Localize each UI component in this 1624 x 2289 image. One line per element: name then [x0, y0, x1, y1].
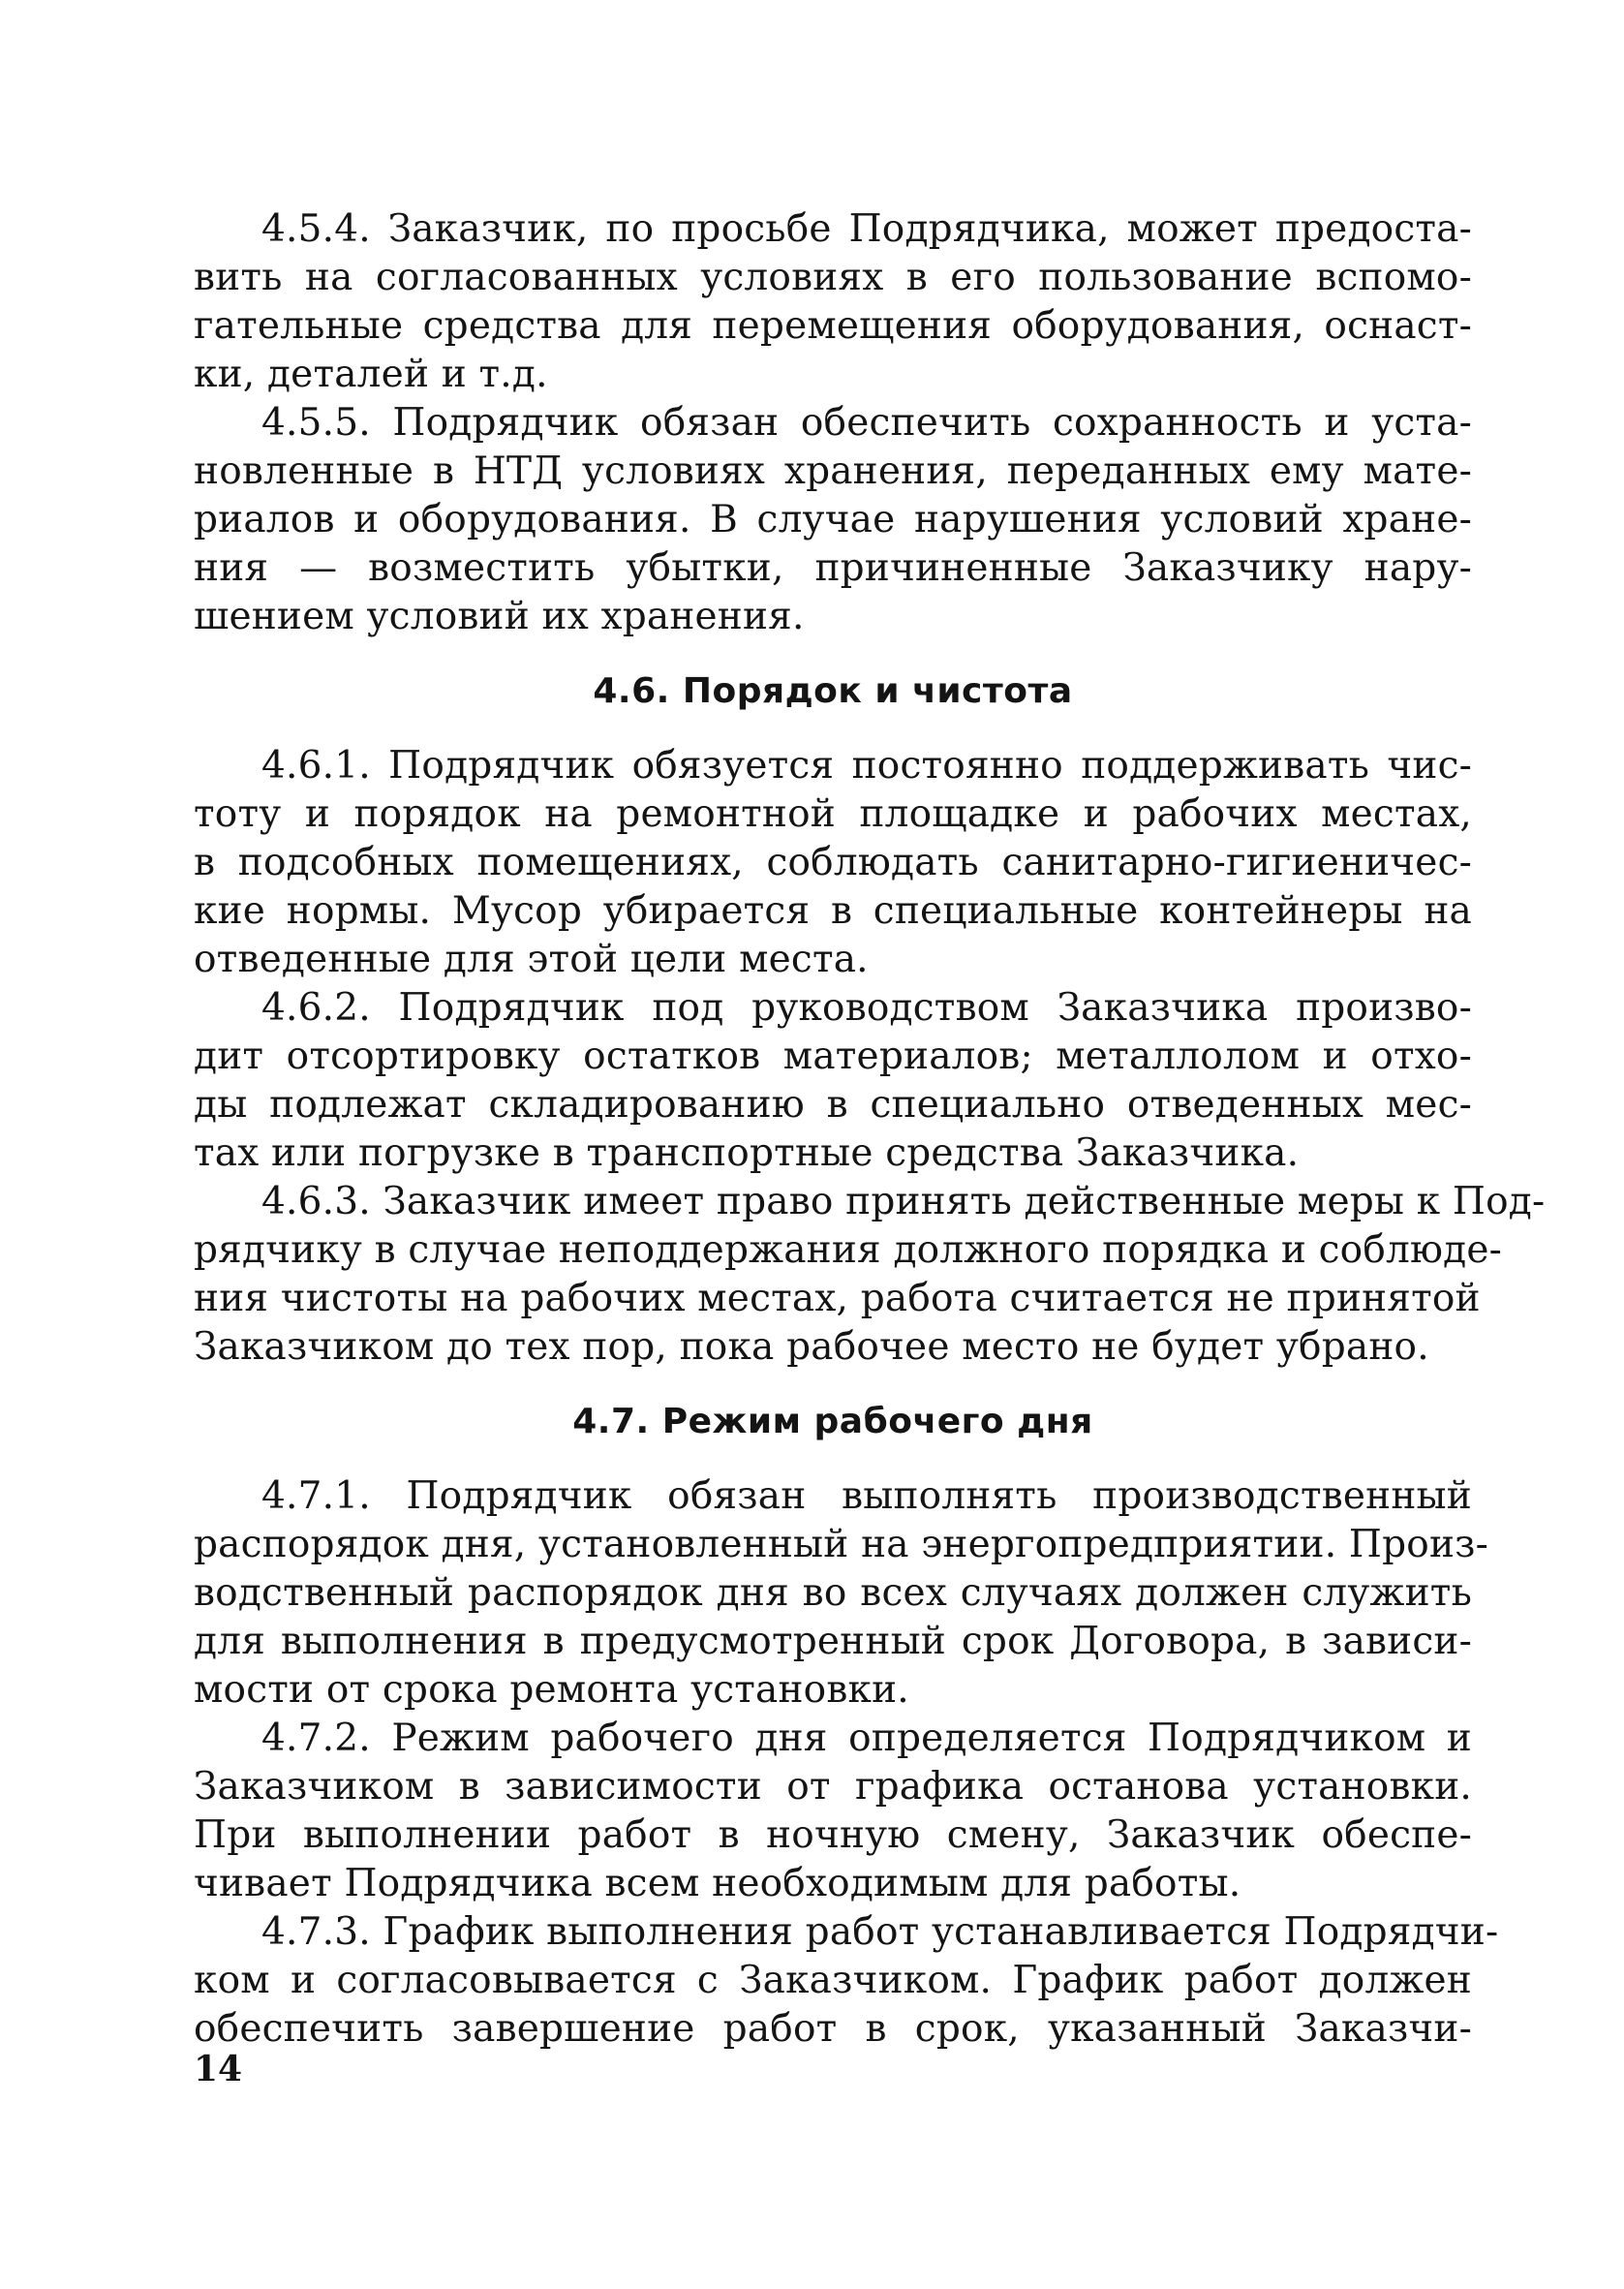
paragraph [194, 984, 1472, 1178]
text-line: Заказчиком в зависимости от графика останова установки. [194, 1765, 1472, 1809]
section-heading: 4.7. Режим рабочего дня [572, 1402, 1093, 1441]
text-line: водственный распорядок дня во всех случаях должен служить [194, 1571, 1472, 1615]
text-line: 4.6.3. Заказчик имеет право принять действенные меры к Под- [261, 1180, 1546, 1223]
page-body [194, 205, 1546, 2054]
text-line: 4.5.4. Заказчик, по просьбе Подрядчика, может предоста- [261, 207, 1472, 251]
text-line: 4.7.1. Подрядчик обязан выполнять производственный [261, 1474, 1472, 1518]
text-line: 4.5.5. Подрядчик обязан обеспечить сохранность и уста- [261, 401, 1472, 445]
text-line: отведенные для этой цели места. [194, 938, 869, 981]
section-heading: 4.6. Порядок и чистота [593, 671, 1073, 711]
text-line: При выполнении работ в ночную смену, Заказчик обеспе- [194, 1813, 1472, 1857]
text-line: 4.7.2. Режим рабочего дня определяется Подрядчиком и [261, 1717, 1472, 1760]
text-line: Заказчиком до тех пор, пока рабочее место не будет убрано. [194, 1325, 1429, 1369]
text-line: кие нормы. Мусор убирается в специальные контейнеры на [194, 889, 1472, 933]
paragraph [194, 1178, 1546, 1372]
paragraph [194, 742, 1472, 984]
text-line: обеспечить завершение работ в срок, указанный Заказчи- [194, 2007, 1472, 2051]
paragraph [194, 1908, 1499, 2054]
text-line: рядчику в случае неподдержания должного порядка и соблюде- [194, 1228, 1503, 1272]
text-line: ния чистоты на рабочих местах, работа считается не принятой [194, 1277, 1481, 1320]
text-line: шением условий их хранения. [194, 595, 805, 638]
text-line: распорядок дня, установленный на энергопредприятии. Произ- [194, 1523, 1488, 1566]
page-number: 14 [194, 2049, 243, 2089]
text-line: 4.7.3. График выполнения работ устанавливается Подрядчи- [261, 1910, 1499, 1954]
paragraph [194, 399, 1472, 641]
text-line: чивает Подрядчика всем необходимым для работы. [194, 1862, 1241, 1905]
text-line: вить на согласованных условиях в его пользование вспомо- [194, 256, 1472, 299]
text-line: 4.6.1. Подрядчик обязуется постоянно поддерживать чис- [261, 744, 1472, 788]
text-line: гательные средства для перемещения оборудования, оснаст- [194, 304, 1472, 348]
paragraph [194, 1472, 1488, 1715]
text-line: новленные в НТД условиях хранения, переданных ему мате- [194, 449, 1472, 493]
text-line: ки, деталей и т.д. [194, 353, 548, 396]
text-line: в подсобных помещениях, соблюдать санитарно-гигиеничес- [194, 841, 1472, 884]
text-line: тах или погрузке в транспортные средства Заказчика. [194, 1131, 1300, 1175]
text-line: 4.6.2. Подрядчик под руководством Заказчика произво- [261, 986, 1472, 1030]
text-line: ния — возместить убытки, причиненные Заказчику нару- [194, 546, 1472, 590]
text-line: ком и согласовывается с Заказчиком. График работ должен [194, 1959, 1472, 2002]
text-line: дит отсортировку остатков материалов; металлолом и отхо- [194, 1035, 1472, 1078]
paragraph [194, 1715, 1472, 1908]
text-line: ды подлежат складированию в специально отведенных мес- [194, 1083, 1472, 1127]
text-line: мости от срока ремонта установки. [194, 1668, 909, 1712]
paragraph [194, 205, 1472, 399]
text-line: для выполнения в предусмотренный срок Договора, в зависи- [194, 1620, 1472, 1663]
text-line: риалов и оборудования. В случае нарушения условий хране- [194, 498, 1472, 541]
text-line: тоту и порядок на ремонтной площадке и рабочих местах, [194, 792, 1472, 836]
